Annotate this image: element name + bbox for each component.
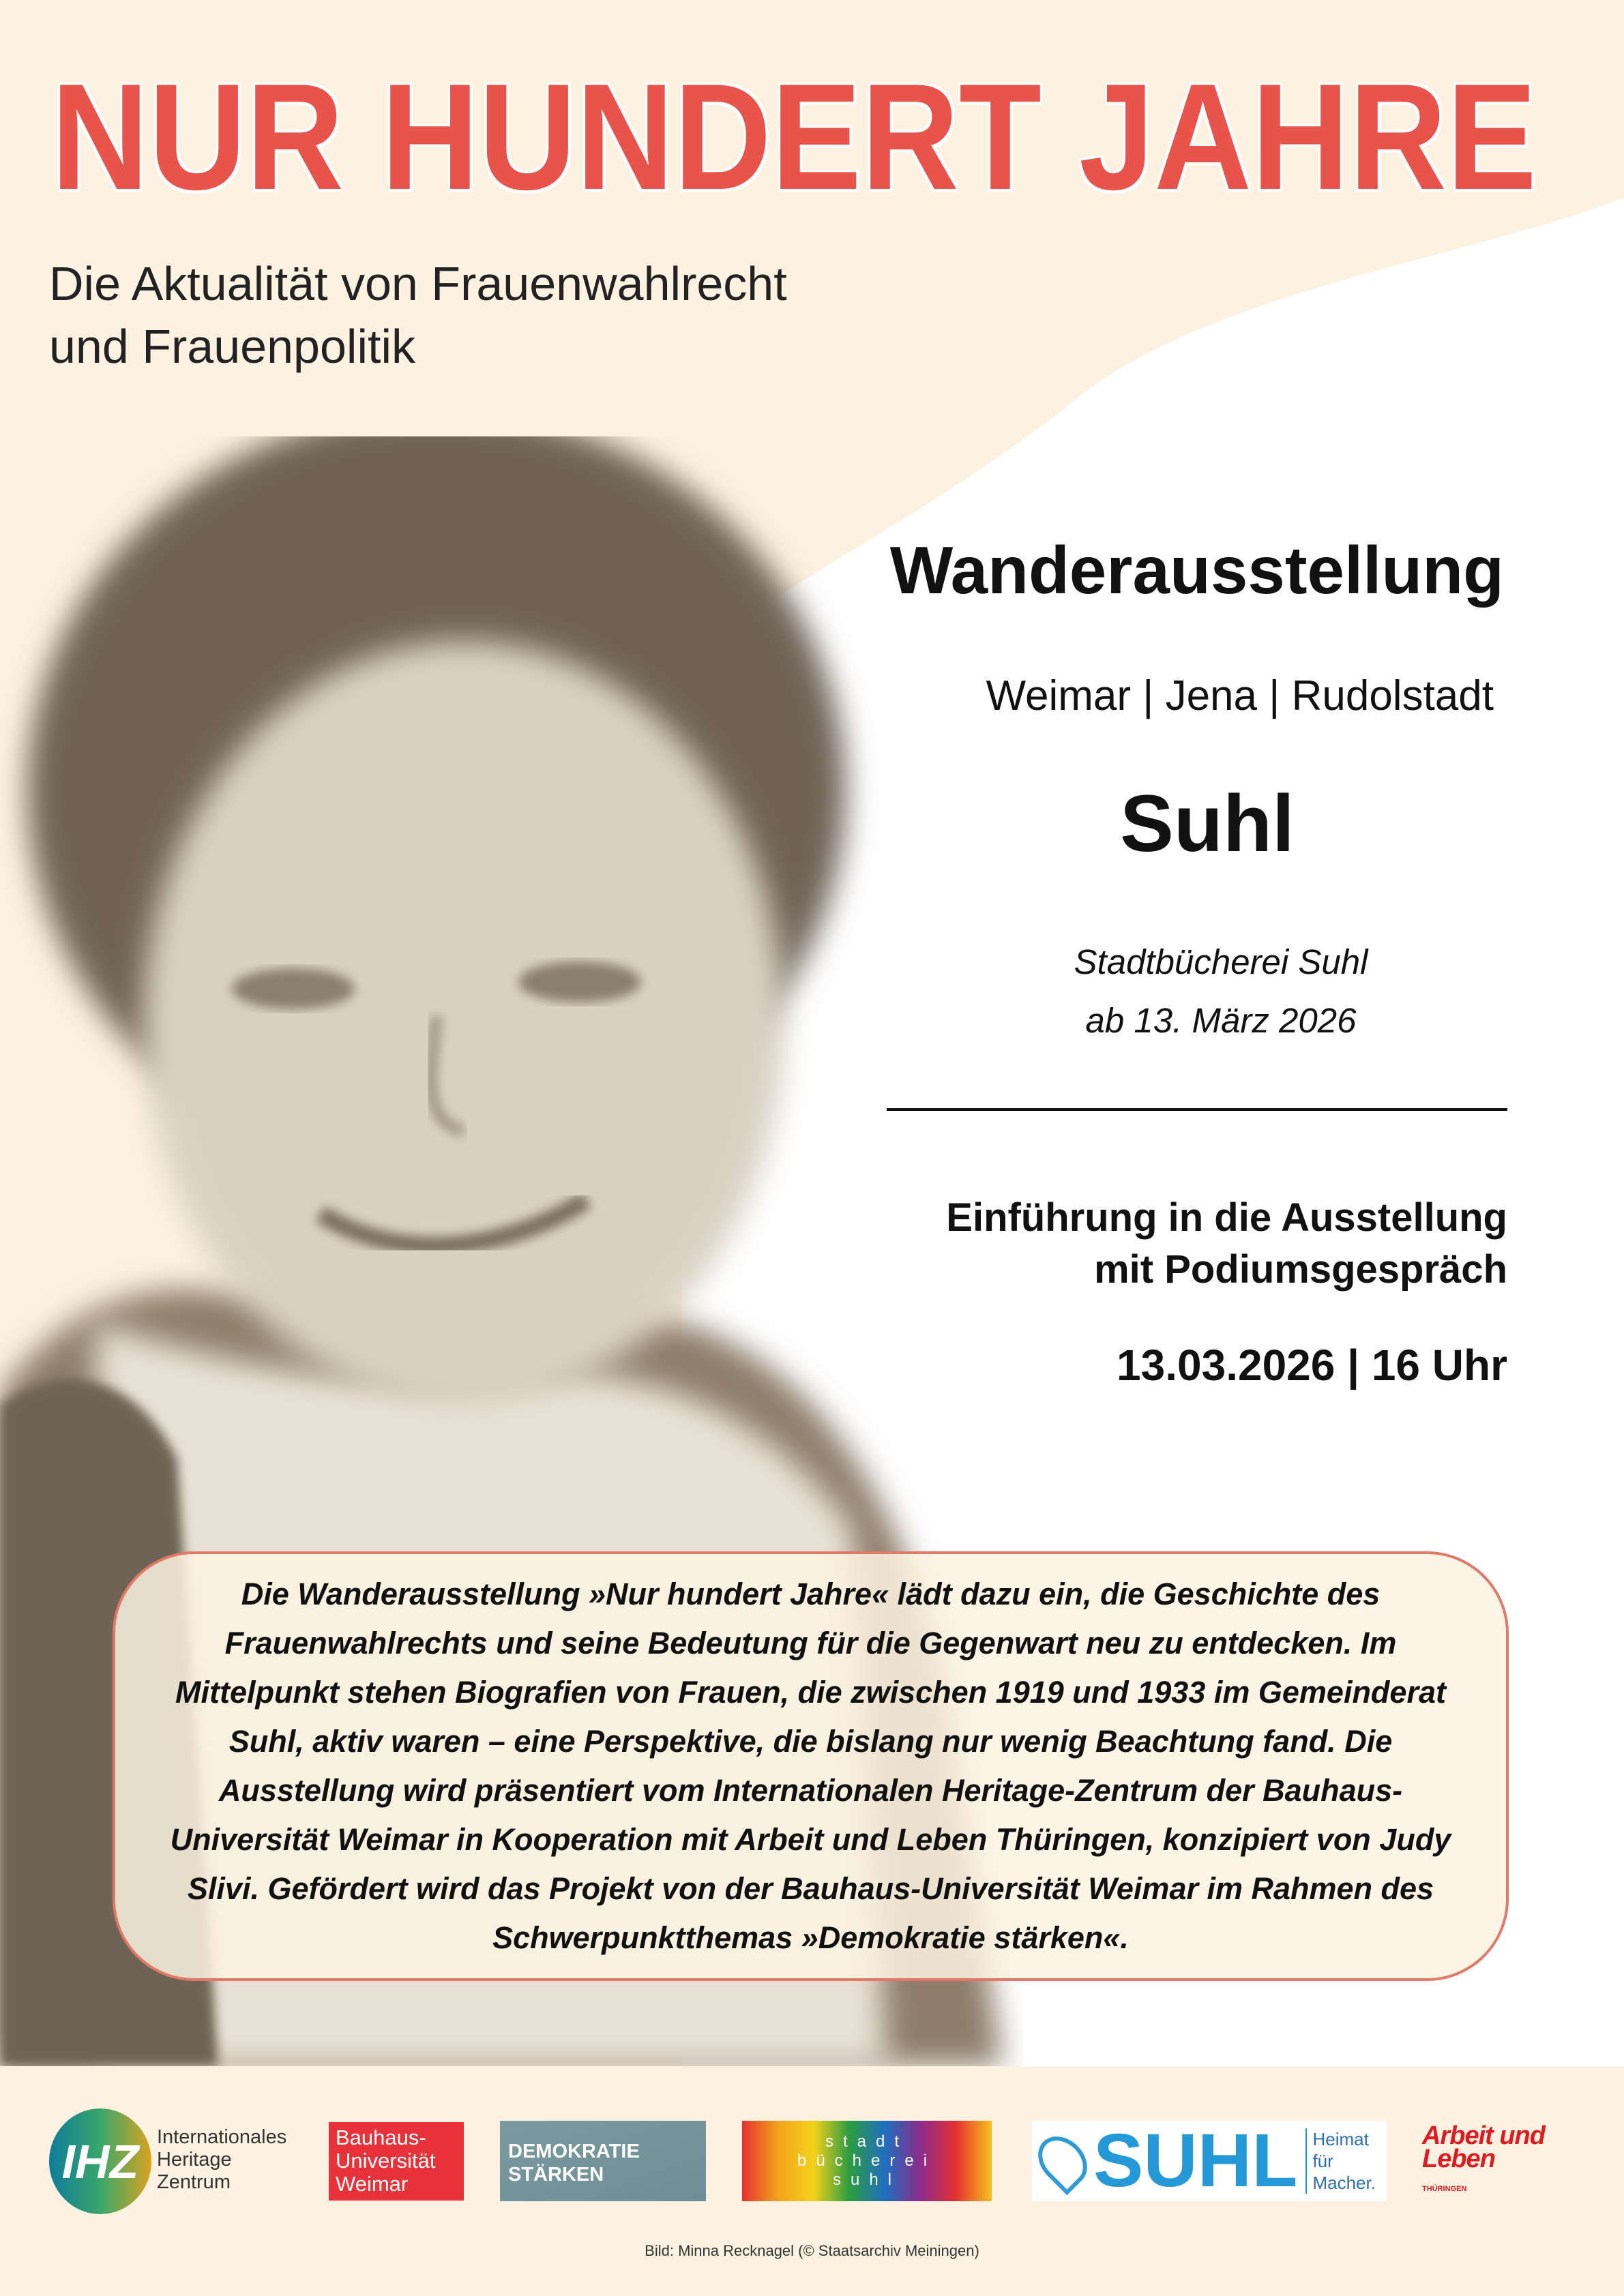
demokratie-line: STÄRKEN [508,2164,604,2186]
tagline-line: Macher. [1312,2173,1376,2193]
exhibition-city: Suhl [1120,779,1295,869]
start-date: ab 13. März 2026 [1085,1001,1357,1040]
image-credit: Bild: Minna Recknagel (© Staatsarchiv Meiningen) [645,2242,979,2259]
buecherei-row: bücherei [797,2151,937,2170]
suhl-name: SUHL [1093,2119,1298,2203]
demokratie-line: DEMOKRATIE [508,2141,640,2162]
bauhaus-line: Weimar [336,2172,409,2196]
stadtbuecherei-logo [742,2121,992,2201]
ihz-line: Zentrum [157,2171,231,2193]
poster-title: NUR HUNDERT JAHRE [51,52,1537,222]
event-datetime: 13.03.2026 | 16 Uhr [1117,1341,1507,1390]
event-title-line: Einführung in die Ausstellung [946,1195,1507,1240]
ihz-line: Internationales [157,2126,287,2148]
subtitle [49,252,787,378]
event-title-line: mit Podiumsgespräch [1094,1247,1507,1292]
demokratie-staerken-logo [500,2121,706,2201]
tagline-line: für [1312,2151,1333,2171]
tagline-line: Heimat [1312,2129,1369,2149]
exhibition-cities: Weimar | Jena | Rudolstadt [986,672,1494,719]
event-title [818,1192,1507,1296]
description-text: Die Wanderausstellung »Nur hundert Jahre« lädt dazu ein, die Geschichte des Frauenwahlrechts und seine Bedeutung für die Gegenwart neu zu entdecken. Im Mittelpunkt stehen Biografien von Frauen, die zwischen 1919 und 1933 im Gemeinderat Suhl, aktiv waren – eine Perspektive, die bislang nur wenig Beachtung fand. Die Ausstellung wird präsentiert vom Internationalen Heritage-Zentrum der Bauhaus-Universität Weimar in Kooperation mit Arbeit und Leben Thüringen, konzipiert von Judy Slivi. Gefördert wird das Projekt von der Bauhaus-Universität Weimar im Rahmen des Schwerpunktthemas »Demokratie stärken«. [170,1577,1451,1955]
ihz-mark-text: IHZ [61,2134,139,2188]
divider [887,1108,1507,1111]
aul-line: Leben [1422,2145,1495,2173]
bauhaus-line: Universität [336,2149,436,2173]
suhl-logo [1032,2121,1387,2201]
partner-logos [0,2100,1624,2216]
bauhaus-logo [329,2122,464,2201]
aul-line: Arbeit und [1422,2121,1545,2150]
subtitle-line: und Frauenpolitik [49,320,415,373]
suhl-tagline [1305,2128,1376,2194]
buecherei-row: suhl [832,2171,902,2189]
aul-region: THÜRINGEN [1422,2185,1467,2193]
arbeit-und-leben-logo [1422,2121,1545,2201]
buecherei-row: stadt [825,2132,909,2151]
subtitle-line: Die Aktualität von Frauenwahlrecht [49,257,787,310]
exhibition-venue [948,933,1494,1050]
ihz-line: Heritage [157,2149,232,2171]
map-pin-icon [1029,2127,1097,2195]
ihz-logo-text [157,2126,286,2194]
bauhaus-line: Bauhaus- [336,2126,426,2149]
ihz-logo-mark [49,2108,151,2214]
description-box [113,1551,1509,1981]
exhibition-heading: Wanderausstellung [889,533,1504,608]
venue-name: Stadtbücherei Suhl [1074,942,1368,981]
